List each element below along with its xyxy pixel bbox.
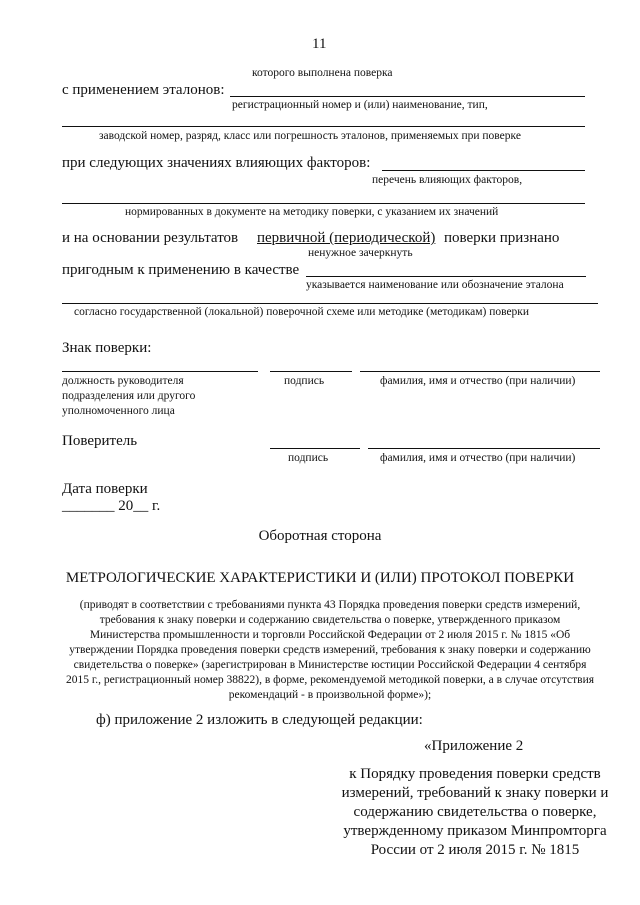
strike-hint: ненужное зачеркнуть bbox=[308, 247, 413, 259]
verifier-signature-label: подпись bbox=[288, 452, 329, 464]
mark-label: Знак поверки: bbox=[62, 340, 152, 356]
factors-line-2 bbox=[62, 203, 585, 204]
etalons-hint-1: регистрационный номер и (или) наименование, тип, bbox=[232, 99, 488, 111]
factors-hint-2: нормированных в документе на методику поверки, с указанием их значений bbox=[125, 206, 499, 218]
page-number: 11 bbox=[312, 36, 327, 52]
etalons-line-2 bbox=[62, 126, 585, 127]
appendix-line-2: измерений, требований к знаку поверки и bbox=[341, 785, 609, 801]
note-line-6: 2015 г., регистрационный номер 38822), в форме, рекомендуемой методикой поверки, а в случае отсутствия bbox=[65, 674, 595, 686]
appendix-line-1: к Порядку проведения поверки средств bbox=[349, 766, 601, 782]
verifier-label: Поверитель bbox=[62, 433, 138, 449]
head-label-1: должность руководителя bbox=[62, 375, 184, 387]
note-line-7: рекомендаций - в произвольной форме»); bbox=[228, 689, 432, 701]
fio-label: фамилия, имя и отчество (при наличии) bbox=[380, 375, 576, 387]
appendix-title: «Приложение 2 bbox=[424, 738, 524, 754]
signature-line bbox=[270, 371, 352, 372]
reverse-side-label: Оборотная сторона bbox=[258, 528, 382, 544]
etalons-hint-2: заводской номер, разряд, класс или погрешность эталонов, применяемых при поверке bbox=[99, 130, 521, 142]
scheme-line bbox=[62, 303, 598, 304]
scheme-hint: согласно государственной (локальной) поверочной схеме или методике (методикам) поверки bbox=[74, 306, 530, 318]
verifier-signature-line bbox=[270, 448, 360, 449]
etalons-hint-top: которого выполнена поверка bbox=[252, 67, 393, 79]
fio-line bbox=[360, 371, 600, 372]
appendix-block bbox=[332, 765, 618, 860]
etalons-label: с применением эталонов: bbox=[62, 82, 225, 98]
verifier-fio-label: фамилия, имя и отчество (при наличии) bbox=[380, 452, 576, 464]
etalons-line bbox=[230, 96, 585, 97]
factors-line bbox=[382, 170, 585, 171]
head-label-2: подразделения или другого bbox=[62, 390, 196, 402]
note-line-3: Министерства промышленности и торговли Российской Федерации от 2 июля 2015 г. № 1815 «Об bbox=[89, 629, 571, 641]
note-line-4: утверждении Порядка проведения поверки средств измерений, требования к знаку поверки и содержанию bbox=[69, 644, 591, 656]
factors-label: при следующих значениях влияющих факторов: bbox=[62, 155, 371, 171]
verifier-fio-line bbox=[368, 448, 600, 449]
head-label-3: уполномоченного лица bbox=[62, 405, 175, 417]
fit-line bbox=[306, 276, 586, 277]
appendix-line-4: утвержденному приказом Минпромторга bbox=[343, 823, 607, 839]
note-line-1: (приводят в соответствии с требованиями пункта 43 Порядка проведения поверки средств измерений, bbox=[79, 599, 581, 611]
factors-hint-1: перечень влияющих факторов, bbox=[372, 174, 523, 186]
protocol-heading: МЕТРОЛОГИЧЕСКИЕ ХАРАКТЕРИСТИКИ И (ИЛИ) ПРОТОКОЛ ПОВЕРКИ bbox=[65, 570, 575, 586]
appendix-line-3: содержанию свидетельства о поверке, bbox=[353, 804, 597, 820]
date-label: Дата поверки bbox=[62, 481, 148, 497]
appendix-line-5: России от 2 июля 2015 г. № 1815 bbox=[370, 842, 580, 858]
signature-label: подпись bbox=[284, 375, 325, 387]
note-line-5: свидетельства о поверке» (зарегистрирован в Министерстве юстиции Российской Федерации 4 сентября bbox=[73, 659, 587, 671]
head-line bbox=[62, 371, 258, 372]
fit-label: пригодным к применению в качестве bbox=[62, 262, 300, 278]
date-value: _______ 20__ г. bbox=[62, 498, 161, 514]
note-line-2: требования к знаку поверки и содержанию свидетельства о поверке, утвержденного приказом bbox=[99, 614, 561, 626]
result-text-b: первичной (периодической) bbox=[257, 230, 436, 246]
result-text-a: и на основании результатов bbox=[62, 230, 239, 246]
result-text-c: поверки признано bbox=[444, 230, 560, 246]
note-paragraph bbox=[40, 598, 620, 703]
fit-hint: указывается наименование или обозначение эталона bbox=[306, 279, 564, 291]
appendix-instruction: ф) приложение 2 изложить в следующей редакции: bbox=[96, 712, 423, 728]
